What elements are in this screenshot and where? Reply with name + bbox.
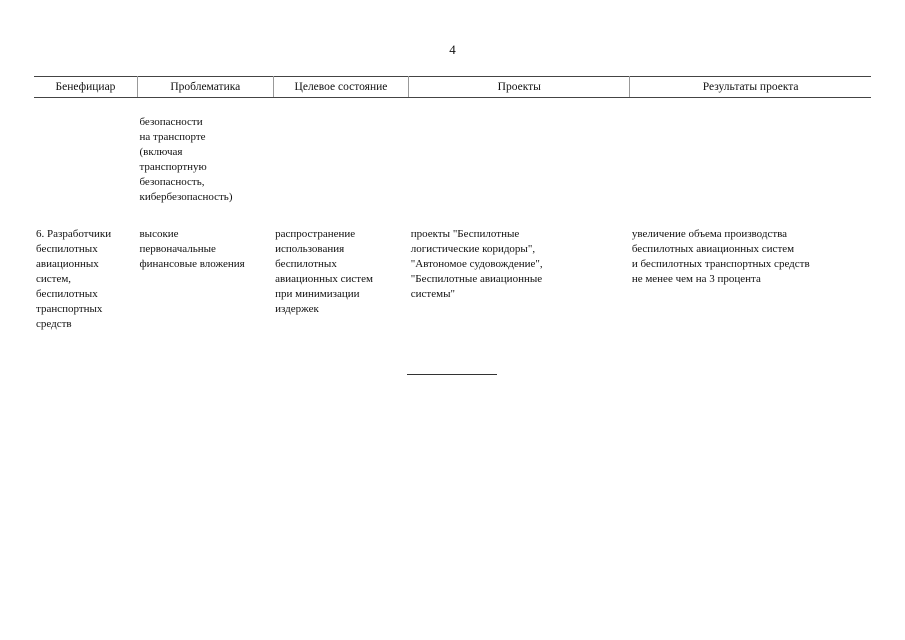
table-row (34, 205, 871, 332)
cell-projects (409, 98, 630, 206)
beneficiary-table (34, 76, 871, 332)
cell-problems: высокие первоначальные финансовые вложения (139, 228, 245, 270)
cell-target-state (273, 98, 409, 206)
header-project-results: Результаты проекта (630, 77, 871, 98)
table-header-row (34, 77, 871, 98)
cell-projects: проекты "Беспилотные логистические коридоры", "Автономое судовождение", "Беспилотные авиационные системы" (410, 228, 543, 300)
cell-project-results: увеличение объема производства беспилотных авиационных систем и беспилотных транспортных средств не менее чем на 3 процента (631, 228, 810, 285)
header-problems: Проблематика (137, 77, 273, 98)
cell-target-state: распространение использования беспилотных авиационных систем при минимизации издержек (275, 228, 373, 315)
header-target-state: Целевое состояние (273, 77, 409, 98)
header-projects: Проекты (409, 77, 630, 98)
cell-project-results (630, 98, 871, 206)
end-of-table-rule (407, 374, 497, 375)
cell-beneficiary: 6. Разработчики беспилотных авиационных систем, беспилотных транспортных средств (36, 228, 112, 330)
table-row (34, 98, 871, 206)
cell-problems: безопасности на транспорте (включая транспортную безопасность, кибербезопасность) (139, 116, 233, 203)
cell-beneficiary (34, 98, 137, 206)
page-number: 4 (449, 42, 456, 57)
header-beneficiary: Бенефициар (34, 77, 137, 98)
